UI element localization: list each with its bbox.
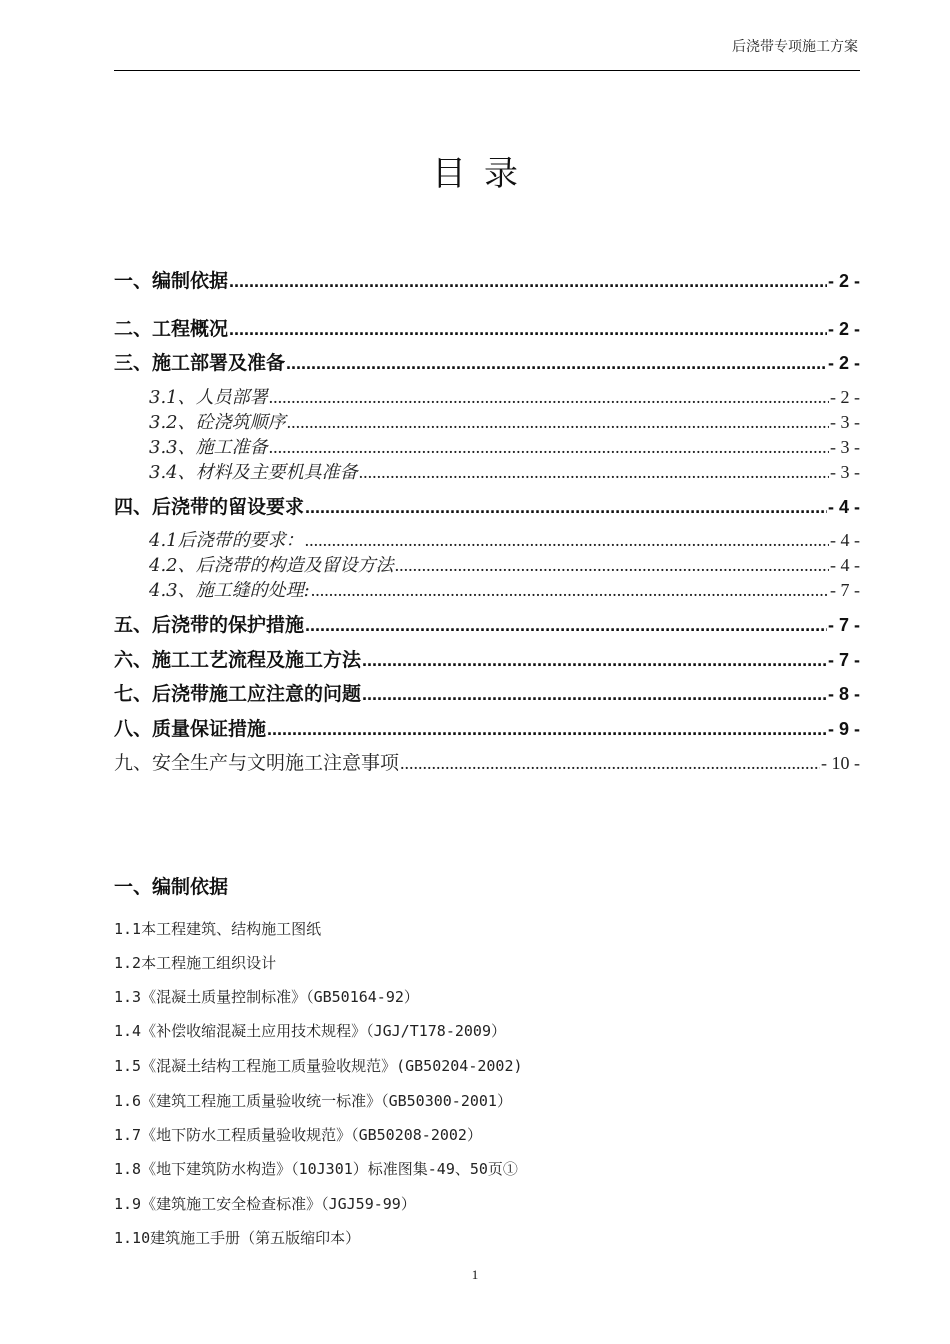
toc-entry-page: - 3 - xyxy=(830,462,860,482)
toc-entry-text: 3.2、砼浇筑顺序 xyxy=(149,412,286,433)
toc-entry[interactable] xyxy=(114,314,860,341)
toc-leader xyxy=(362,684,827,705)
section-heading: 一、编制依据 xyxy=(114,876,229,898)
toc-entry[interactable] xyxy=(149,383,860,409)
toc-entry-page: - 2 - xyxy=(830,387,860,407)
reference-item: 1.8《地下建筑防水构造》（10J301）标准图集-49、50页① xyxy=(114,1160,518,1178)
toc-entry-page: - 7 - xyxy=(827,650,860,670)
toc-entry-page: - 2 - xyxy=(827,271,860,291)
toc-leader xyxy=(286,353,827,374)
toc-leader xyxy=(400,753,820,774)
toc-entry-text: 七、后浇带施工应注意的问题 xyxy=(114,683,362,705)
header-title: 后浇带专项施工方案 xyxy=(732,39,858,55)
toc-entry[interactable] xyxy=(149,551,860,577)
toc-entry-text: 八、质量保证措施 xyxy=(114,718,267,740)
toc-leader xyxy=(362,650,827,671)
reference-item: 1.3《混凝土质量控制标准》（GB50164-92） xyxy=(114,988,419,1006)
toc-entry-text: 4.2、后浇带的构造及留设方法 xyxy=(149,555,394,576)
toc-entry-page: - 4 - xyxy=(830,555,860,575)
toc-entry[interactable] xyxy=(114,348,860,375)
reference-item: 1.6《建筑工程施工质量验收统一标准》（GB50300-2001） xyxy=(114,1092,512,1110)
toc-title: 目录 xyxy=(432,154,536,194)
toc-entry-page: - 7 - xyxy=(827,615,860,635)
toc-entry[interactable] xyxy=(149,433,860,459)
toc-entry-page: - 2 - xyxy=(827,319,860,339)
toc-entry-page: - 3 - xyxy=(830,437,860,457)
toc-leader xyxy=(229,271,827,292)
toc-entry-page: - 10 - xyxy=(821,753,860,773)
toc-entry[interactable] xyxy=(114,714,860,741)
toc-entry[interactable] xyxy=(114,610,860,637)
toc-entry-text: 4.1后浇带的要求： xyxy=(149,530,304,551)
toc-entry-text: 3.3、施工准备 xyxy=(149,437,268,458)
toc-leader xyxy=(269,437,829,458)
toc-entry-page: - 8 - xyxy=(827,684,860,704)
toc-leader xyxy=(311,580,829,601)
reference-item: 1.4《补偿收缩混凝土应用技术规程》（JGJ/T178-2009） xyxy=(114,1022,506,1040)
toc-entry-text: 一、编制依据 xyxy=(114,270,229,292)
toc-entry-text: 3.4、材料及主要机具准备 xyxy=(149,462,358,483)
toc-entry-text: 二、工程概况 xyxy=(114,318,229,340)
reference-item: 1.1本工程建筑、结构施工图纸 xyxy=(114,920,322,938)
page-number: 1 xyxy=(471,1267,479,1282)
toc-entry-text: 五、后浇带的保护措施 xyxy=(114,614,305,636)
header-rule xyxy=(114,70,860,71)
toc-entry-text: 4.3、施工缝的处理: xyxy=(149,580,310,601)
toc-entry-text: 三、施工部署及准备 xyxy=(114,352,286,374)
toc-entry-page: - 2 - xyxy=(827,353,860,373)
toc-entry[interactable] xyxy=(114,492,860,519)
toc-leader xyxy=(305,615,827,636)
toc-leader xyxy=(229,319,827,340)
toc-entry[interactable] xyxy=(149,458,860,484)
toc-entry[interactable] xyxy=(149,408,860,434)
toc-leader xyxy=(359,462,829,483)
toc-leader xyxy=(269,387,829,408)
toc-entry-text: 九、安全生产与文明施工注意事项 xyxy=(114,752,400,774)
toc-leader xyxy=(287,412,829,433)
reference-item: 1.5《混凝土结构工程施工质量验收规范》(GB50204-2002) xyxy=(114,1057,523,1075)
toc-entry[interactable] xyxy=(114,645,860,672)
toc-entry-page: - 3 - xyxy=(830,412,860,432)
toc-leader xyxy=(395,555,829,576)
toc-entry[interactable] xyxy=(114,266,860,293)
toc-leader xyxy=(305,497,827,518)
toc-entry-text: 3.1、人员部署 xyxy=(149,387,268,408)
toc-entry-page: - 7 - xyxy=(830,580,860,600)
toc-entry-page: - 9 - xyxy=(827,719,860,739)
toc-entry[interactable] xyxy=(114,679,860,706)
reference-item: 1.9《建筑施工安全检查标准》（JGJ59-99） xyxy=(114,1195,416,1213)
toc-leader xyxy=(305,530,829,551)
toc-entry-text: 六、施工工艺流程及施工方法 xyxy=(114,649,362,671)
toc-entry-text: 四、后浇带的留设要求 xyxy=(114,496,305,518)
toc-entry[interactable] xyxy=(114,748,860,775)
toc-entry[interactable] xyxy=(149,576,860,602)
reference-item: 1.2本工程施工组织设计 xyxy=(114,954,277,972)
toc-entry[interactable] xyxy=(149,526,860,552)
toc-leader xyxy=(267,719,827,740)
reference-item: 1.7《地下防水工程质量验收规范》（GB50208-2002） xyxy=(114,1126,482,1144)
reference-item: 1.10建筑施工手册（第五版缩印本） xyxy=(114,1229,361,1247)
toc-entry-page: - 4 - xyxy=(827,497,860,517)
toc-entry-page: - 4 - xyxy=(830,530,860,550)
